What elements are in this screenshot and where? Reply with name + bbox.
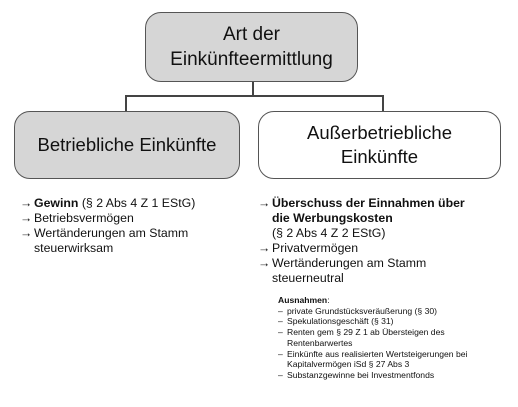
right-item-privatvermoegen-text: Privatvermögen xyxy=(272,241,359,255)
right-item-ueberschuss-line3: (§ 2 Abs 4 Z 2 EStG) xyxy=(272,226,386,240)
left-item-wertaenderungen xyxy=(20,226,195,256)
ausnahmen-heading-colon: : xyxy=(327,295,330,305)
arrow-icon: → xyxy=(258,196,271,210)
dash-icon: – xyxy=(278,305,283,316)
left-item-gewinn-bold: Gewinn xyxy=(34,196,79,210)
left-item-gewinn xyxy=(20,196,195,211)
right-item-ueberschuss-bold-line1: Überschuss der Einnahmen über xyxy=(272,196,465,210)
ausnahmen-item xyxy=(278,370,467,381)
right-item-ueberschuss-bold-line2: die Werbungskosten xyxy=(272,211,393,225)
left-item-betriebsvermoegen-text: Betriebsvermögen xyxy=(34,211,134,225)
ausnahmen-heading xyxy=(278,295,467,306)
dash-icon: – xyxy=(278,316,283,327)
left-item-wertaenderungen-line1: Wertänderungen am Stamm xyxy=(34,226,189,240)
dash-icon: – xyxy=(278,348,283,359)
left-box-label: Betriebliche Einkünfte xyxy=(37,133,217,155)
right-item-privatvermoegen xyxy=(258,241,465,256)
arrow-icon: → xyxy=(258,256,271,270)
arrow-icon: → xyxy=(20,196,33,210)
right-box-line2: Einkünfte xyxy=(340,146,419,167)
dash-icon: – xyxy=(278,369,283,380)
right-box xyxy=(258,111,501,179)
ausnahmen-heading-text: Ausnahmen xyxy=(278,295,328,305)
connector-horizontal xyxy=(125,95,384,97)
right-list xyxy=(258,196,465,286)
top-box-line2: Einkünfteermittlung xyxy=(170,49,333,70)
ausnahmen-item xyxy=(278,316,467,327)
connector-vertical-top xyxy=(252,82,254,96)
ausnahmen-block xyxy=(278,295,467,381)
ausnahmen-item xyxy=(278,327,467,348)
ausnahmen-item-line1: private Grundstücksveräußerung (§ 30) xyxy=(287,305,437,316)
arrow-icon: → xyxy=(258,241,271,255)
ausnahmen-item xyxy=(278,349,467,370)
top-box-line1: Art der xyxy=(222,23,281,45)
left-item-betriebsvermoegen xyxy=(20,211,195,226)
left-list xyxy=(20,196,195,256)
right-item-ueberschuss xyxy=(258,196,465,241)
arrow-icon: → xyxy=(20,211,33,225)
left-box xyxy=(14,111,240,179)
ausnahmen-item-line2: Kapitalvermögen iSd § 27 Abs 3 xyxy=(287,359,410,370)
left-item-wertaenderungen-line2: steuerwirksam xyxy=(34,241,114,255)
connector-right-drop xyxy=(382,95,384,112)
right-item-wertaenderungen xyxy=(258,256,465,286)
right-box-line1: Außerbetriebliche xyxy=(307,121,452,143)
ausnahmen-item-line1: Einkünfte aus realisierten Wertsteigerungen bei xyxy=(287,348,468,359)
ausnahmen-item-line2: Rentenbarwertes xyxy=(287,337,353,348)
ausnahmen-item-line1: Spekulationsgeschäft (§ 31) xyxy=(287,316,394,327)
right-item-wertaenderungen-line1: Wertänderungen am Stamm xyxy=(272,256,427,270)
ausnahmen-item-line1: Substanzgewinne bei Investmentfonds xyxy=(287,369,435,380)
ausnahmen-item-line1: Renten gem § 29 Z 1 ab Übersteigen des xyxy=(287,327,445,338)
connector-left-drop xyxy=(125,95,127,112)
arrow-icon: → xyxy=(20,226,33,240)
ausnahmen-item xyxy=(278,306,467,317)
left-item-gewinn-rest: (§ 2 Abs 4 Z 1 EStG) xyxy=(78,196,196,210)
right-item-wertaenderungen-line2: steuerneutral xyxy=(272,271,344,285)
dash-icon: – xyxy=(278,327,283,338)
top-box xyxy=(145,12,358,82)
